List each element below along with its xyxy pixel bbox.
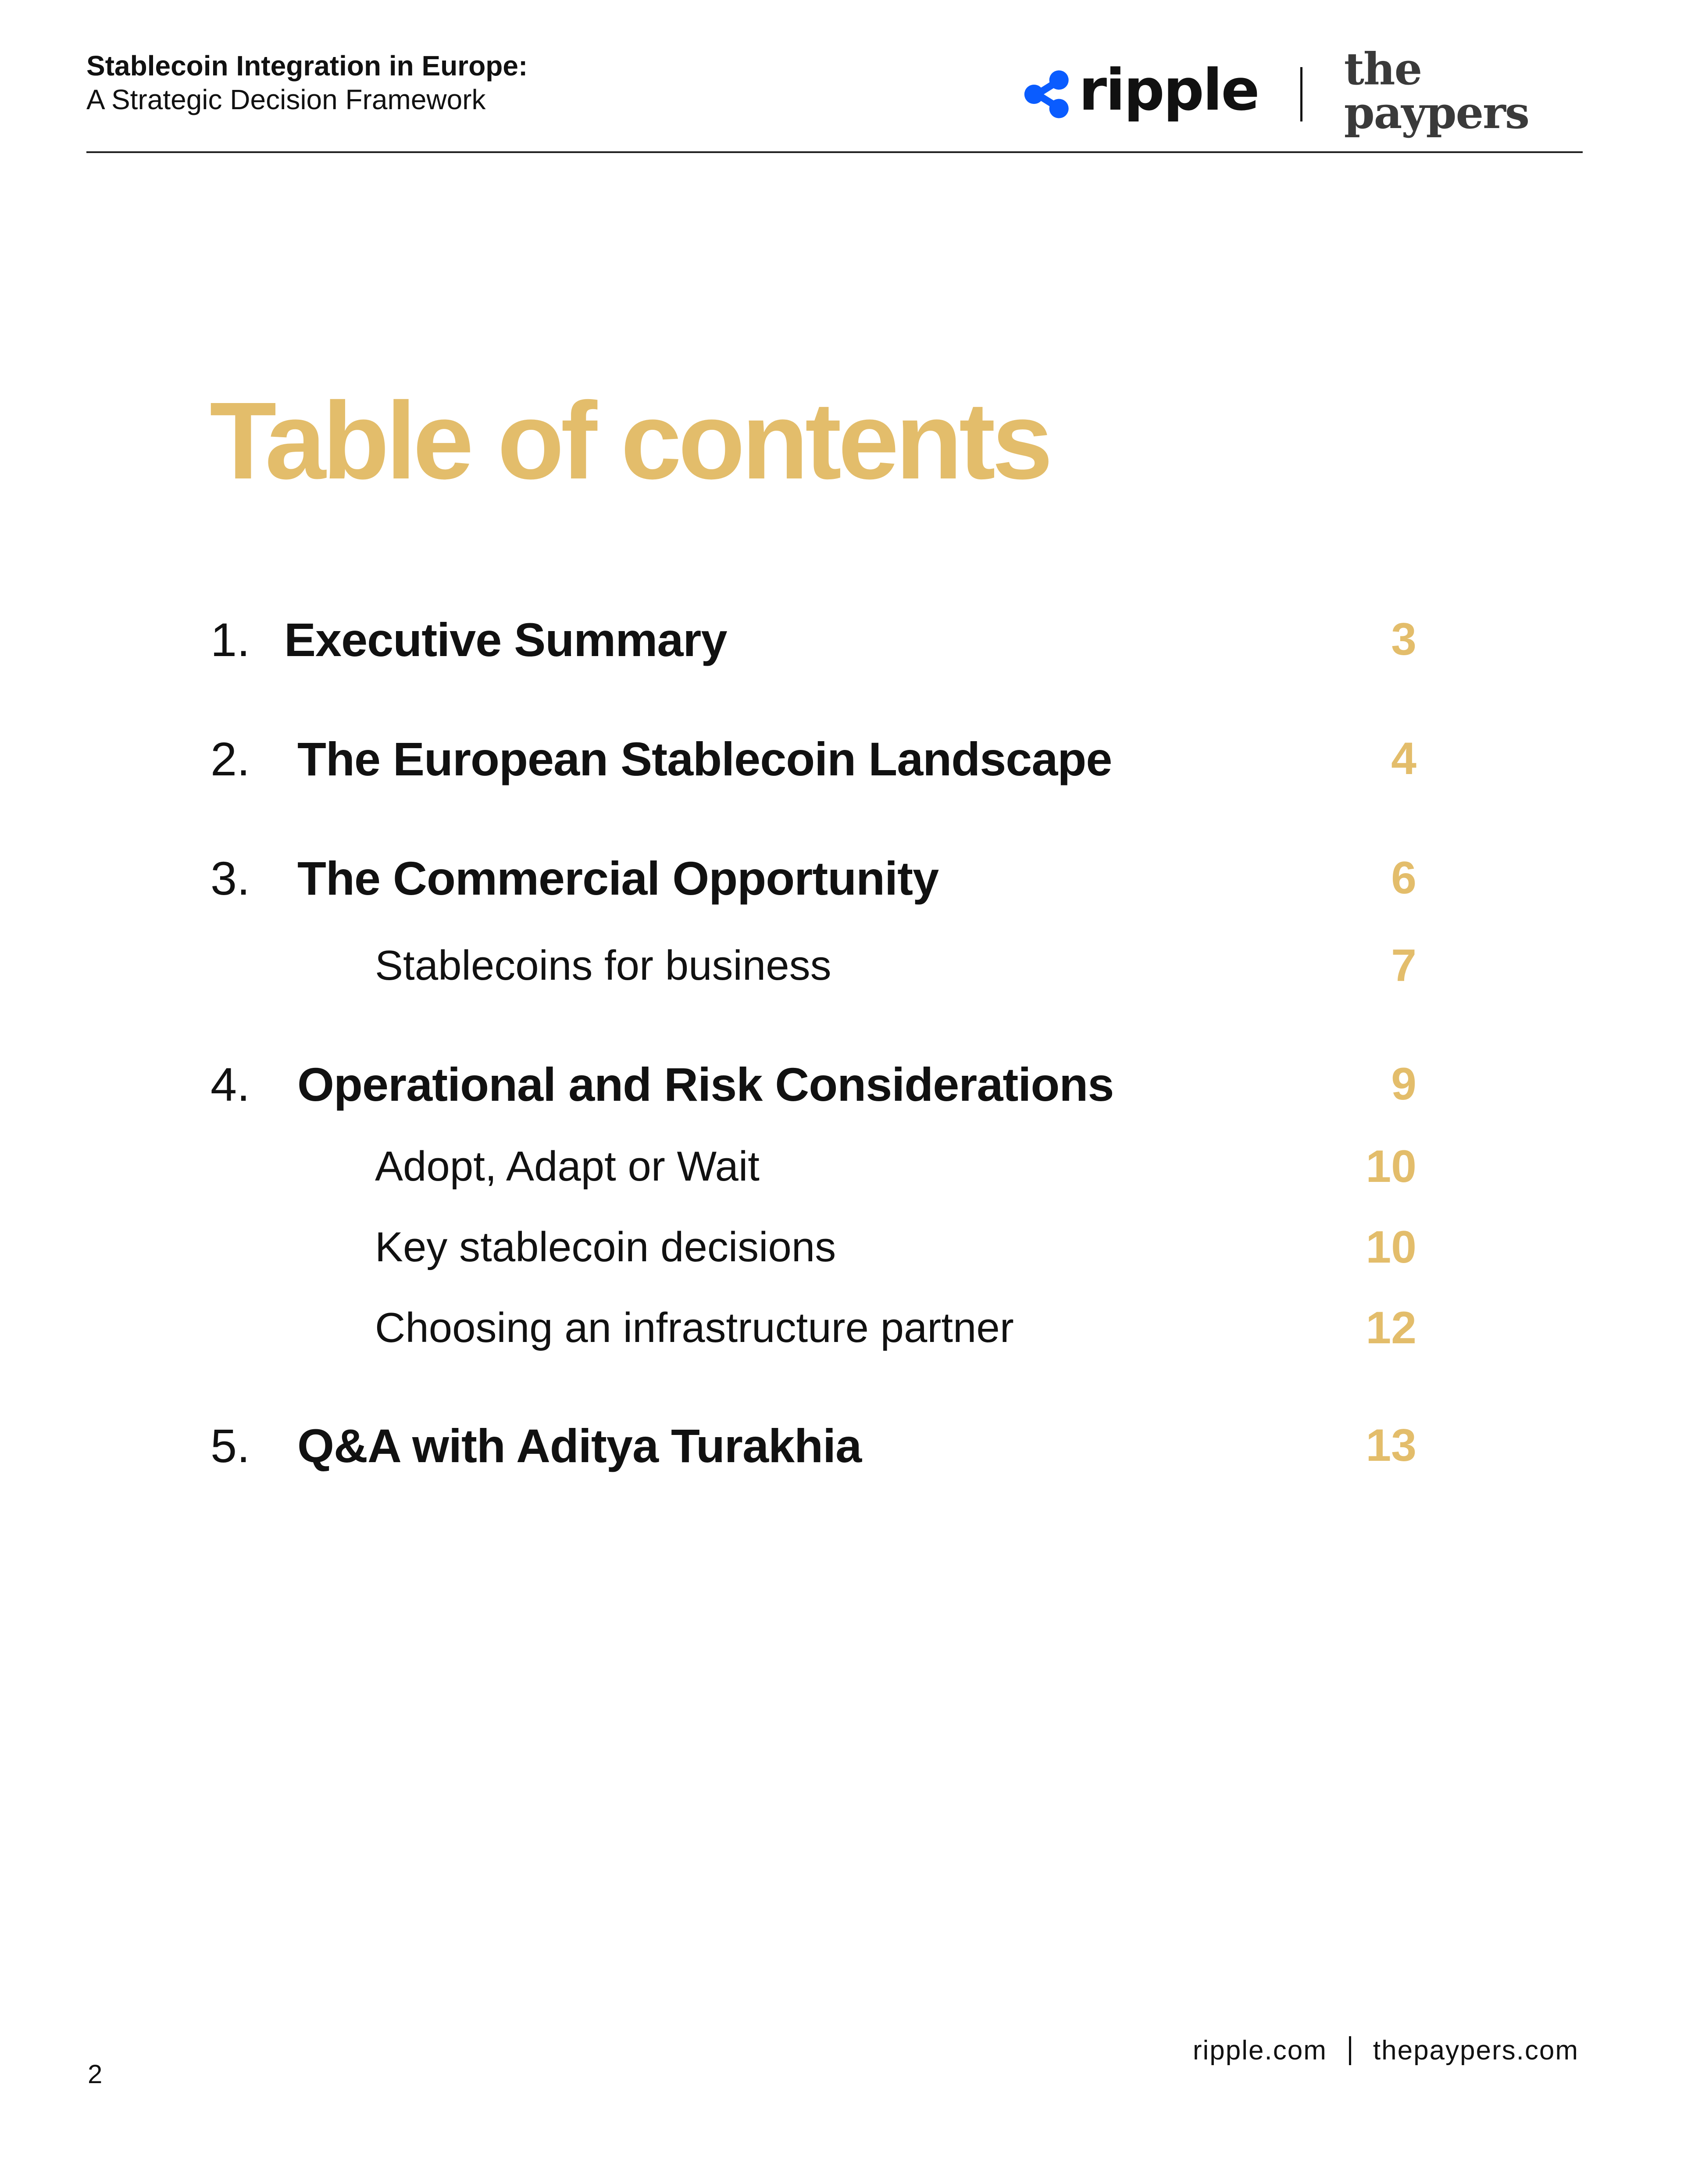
page-number: 2 bbox=[88, 2059, 103, 2089]
toc-subentry-page: 10 bbox=[1366, 1221, 1416, 1273]
footer-links bbox=[1167, 2035, 1579, 2066]
ripple-logo-text: ripple bbox=[1079, 57, 1259, 123]
toc-entry-page: 3 bbox=[1391, 614, 1416, 665]
toc-subentry-adopt-adapt-wait[interactable] bbox=[210, 1136, 1416, 1197]
toc-entry-page: 6 bbox=[1391, 852, 1416, 903]
toc-title: Table of contents bbox=[210, 379, 1050, 502]
toc-subentry-page: 10 bbox=[1366, 1141, 1416, 1192]
toc-subentry-page: 7 bbox=[1391, 940, 1416, 991]
footer-divider bbox=[1349, 2036, 1351, 2065]
toc-entry-number: 1. bbox=[210, 613, 250, 666]
toc-entry-page: 4 bbox=[1391, 733, 1416, 784]
toc-entry-commercial-opportunity[interactable] bbox=[210, 847, 1416, 909]
toc-subentry-stablecoins-for-business[interactable] bbox=[210, 935, 1416, 996]
toc-entry-page: 9 bbox=[1391, 1058, 1416, 1110]
toc-subentry-key-decisions[interactable] bbox=[210, 1217, 1416, 1278]
toc-subentry-label: Choosing an infrastructure partner bbox=[375, 1304, 1014, 1351]
toc-entry-number: 2. bbox=[210, 732, 250, 785]
toc-entry-page: 13 bbox=[1366, 1420, 1416, 1471]
toc-entry-operational-risk[interactable] bbox=[210, 1053, 1416, 1115]
ripple-logo bbox=[1022, 57, 1259, 123]
paypers-logo-text: the paypers bbox=[1344, 43, 1529, 139]
toc-entry-label: The Commercial Opportunity bbox=[297, 851, 939, 905]
header-rule bbox=[86, 151, 1583, 153]
toc-entry-label: Operational and Risk Considerations bbox=[297, 1057, 1114, 1111]
logo-divider bbox=[1300, 67, 1302, 121]
toc-entry-label: Q&A with Aditya Turakhia bbox=[297, 1419, 862, 1472]
document-header-title bbox=[86, 49, 528, 117]
toc-entry-european-landscape[interactable] bbox=[210, 728, 1416, 789]
toc-entry-number: 5. bbox=[210, 1419, 250, 1472]
toc-entry-label: The European Stablecoin Landscape bbox=[297, 732, 1112, 785]
ripple-logo-icon bbox=[1022, 69, 1073, 120]
toc-entry-number: 3. bbox=[210, 851, 250, 905]
document-title-line1: Stablecoin Integration in Europe: bbox=[86, 50, 528, 82]
toc-entry-qa-aditya-turakhia[interactable] bbox=[210, 1415, 1416, 1476]
footer-link-ripple[interactable]: ripple.com bbox=[1192, 2035, 1327, 2066]
partner-logos bbox=[1022, 43, 1583, 139]
document-title-line2: A Strategic Decision Framework bbox=[86, 83, 486, 115]
toc-subentry-label: Key stablecoin decisions bbox=[375, 1224, 836, 1270]
toc-entry-number: 4. bbox=[210, 1057, 250, 1111]
toc-subentry-page: 12 bbox=[1366, 1302, 1416, 1353]
toc-subentry-label: Stablecoins for business bbox=[375, 942, 831, 989]
toc-subentry-label: Adopt, Adapt or Wait bbox=[375, 1143, 760, 1190]
toc-entry-executive-summary[interactable] bbox=[210, 609, 1416, 670]
toc-subentry-infrastructure-partner[interactable] bbox=[210, 1297, 1416, 1359]
footer-link-paypers[interactable]: thepaypers.com bbox=[1373, 2035, 1579, 2066]
toc-entry-label: Executive Summary bbox=[284, 613, 727, 666]
